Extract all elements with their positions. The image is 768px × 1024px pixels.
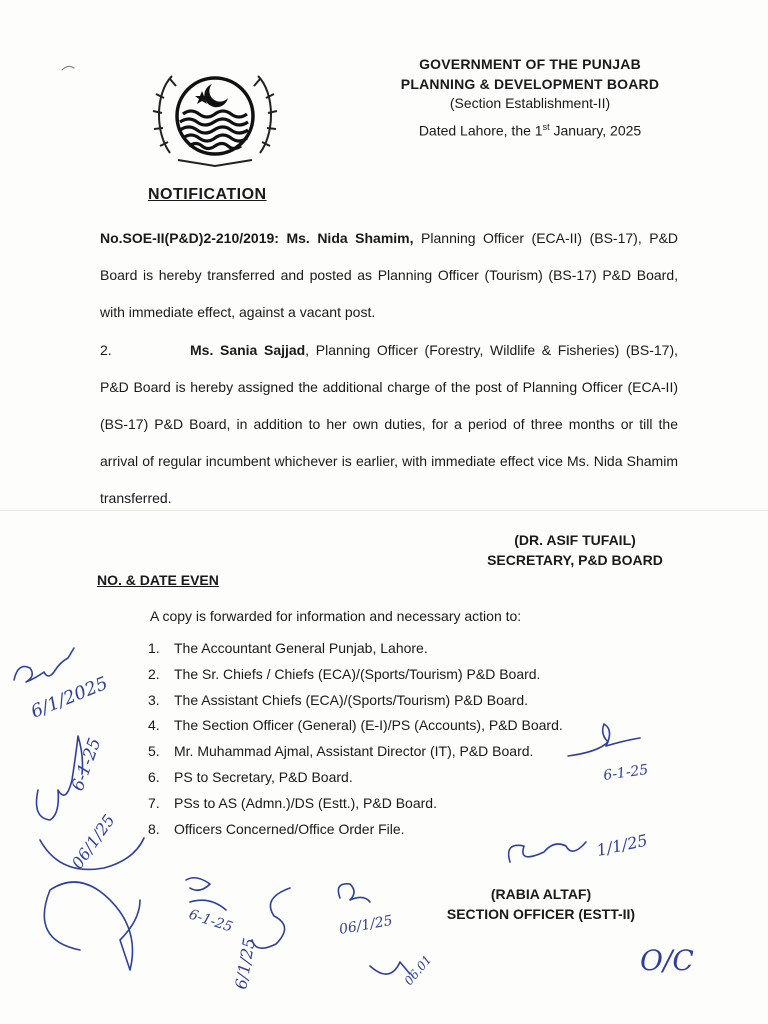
item-number: 5.: [148, 743, 160, 760]
forward-intro: A copy is forwarded for information and necessary action to:: [150, 608, 522, 624]
item-number: 8.: [148, 820, 160, 837]
item-text: The Sr. Chiefs / Chiefs (ECA)/(Sports/Tourism) P&D Board.: [174, 665, 541, 682]
paragraph-1-text: Planning Officer (ECA-II) (BS-17), P&D Board is hereby transferred and posted as Planning Officer (Tourism) (BS-17) P&D Board, with immediate effect, against a vacant post.: [100, 230, 679, 320]
signature-scribble-8: [509, 842, 586, 862]
secretary-signature-block: [470, 530, 680, 570]
signature-scribble-3: [40, 838, 144, 970]
officer-name-2: Ms. Sania Sajjad: [190, 342, 306, 358]
signature-scribble-2: [37, 736, 83, 820]
section-officer-name: (RABIA ALTAF): [490, 886, 592, 902]
section-officer-title: SECTION OFFICER (ESTT-II): [446, 906, 636, 922]
reference-number: No.SOE-II(P&D)2-210/2019:: [100, 230, 279, 246]
handwritten-date-5: 6-1-25: [186, 906, 235, 936]
handwritten-date-8: 06.01: [401, 952, 435, 988]
signature-scribble-6: [338, 884, 370, 902]
date-ordinal: st: [542, 122, 550, 132]
handwritten-oc-note: O/C: [640, 944, 694, 977]
punjab-emblem-icon: [150, 58, 280, 170]
government-title: GOVERNMENT OF THE PUNJAB: [419, 56, 641, 72]
item-number: 4.: [148, 717, 160, 734]
paragraph-2-text: , Planning Officer (Forestry, Wildlife & Fisheries) (BS-17), P&D Board is hereby assigned the additional charge of the post of Planning Officer (ECA-II) (BS-17) P&D Board, in addition to her own duties, for a period of three months or till the arrival of regular incumbent whichever is earlier, with immediate effect vice Ms. Nida Shamim transferred.: [100, 342, 678, 506]
date-suffix: January, 2025: [549, 122, 642, 139]
letterhead: [380, 54, 680, 139]
signature-scribble-7: [370, 962, 410, 974]
handwritten-date-4: 6-1-25: [602, 761, 650, 784]
paragraph-number: 2.: [100, 342, 112, 358]
signature-scribble-5: [252, 888, 290, 948]
section-officer-signature-block: [426, 884, 656, 924]
list-item: [148, 791, 563, 817]
item-text: PS to Secretary, P&D Board.: [174, 768, 353, 785]
section-name: (Section Establishment-II): [449, 95, 611, 111]
date-prefix: Dated Lahore, the 1: [418, 122, 543, 139]
list-item: [148, 765, 563, 791]
date-line: [380, 122, 680, 139]
paper-fold-line: [0, 510, 768, 511]
handwritten-date-1: 6/1/2025: [28, 672, 111, 723]
distribution-list: [148, 636, 563, 842]
item-text: The Section Officer (General) (E-I)/PS (Accounts), P&D Board.: [174, 717, 563, 734]
item-text: The Accountant General Punjab, Lahore.: [174, 640, 428, 656]
item-text: The Assistant Chiefs (ECA)/(Sports/Tourism) P&D Board.: [174, 691, 528, 708]
list-item: [148, 662, 563, 688]
list-item: [148, 739, 563, 765]
item-number: 3.: [148, 691, 160, 708]
handwritten-date-6: 6/1/25: [231, 936, 259, 991]
list-item: [148, 713, 563, 739]
item-number: 1.: [148, 640, 160, 656]
handwritten-date-7: 06/1/25: [337, 912, 394, 938]
item-text: PSs to AS (Admn.)/DS (Estt.), P&D Board.: [174, 794, 437, 811]
item-text: Mr. Muhammad Ajmal, Assistant Director (IT), P&D Board.: [174, 743, 534, 760]
handwritten-date-3: 06/1/25: [67, 810, 119, 873]
secretary-name: (DR. ASIF TUFAIL): [514, 532, 636, 548]
handwritten-date-9: 1/1/25: [594, 830, 650, 860]
department-title: PLANNING & DEVELOPMENT BOARD: [400, 76, 660, 92]
signature-scribble-1: [14, 648, 74, 682]
tick-scribble: [568, 724, 640, 756]
notification-title: NOTIFICATION: [148, 186, 267, 203]
item-number: 7.: [148, 794, 160, 811]
list-item: [148, 688, 563, 714]
list-item: [148, 817, 563, 843]
signature-scribble-4: [186, 878, 226, 910]
no-date-even-heading: NO. & DATE EVEN: [97, 572, 219, 588]
item-text: Officers Concerned/Office Order File.: [174, 820, 405, 837]
paragraph-2: [100, 332, 678, 517]
secretary-title: SECRETARY, P&D BOARD: [487, 552, 663, 568]
list-item: [148, 636, 563, 662]
item-number: 6.: [148, 768, 160, 785]
officer-name-1: Ms. Nida Shamim,: [286, 230, 414, 246]
handwritten-date-2: 6-1-25: [67, 735, 106, 794]
paragraph-1: [100, 220, 678, 331]
item-number: 2.: [148, 665, 160, 682]
